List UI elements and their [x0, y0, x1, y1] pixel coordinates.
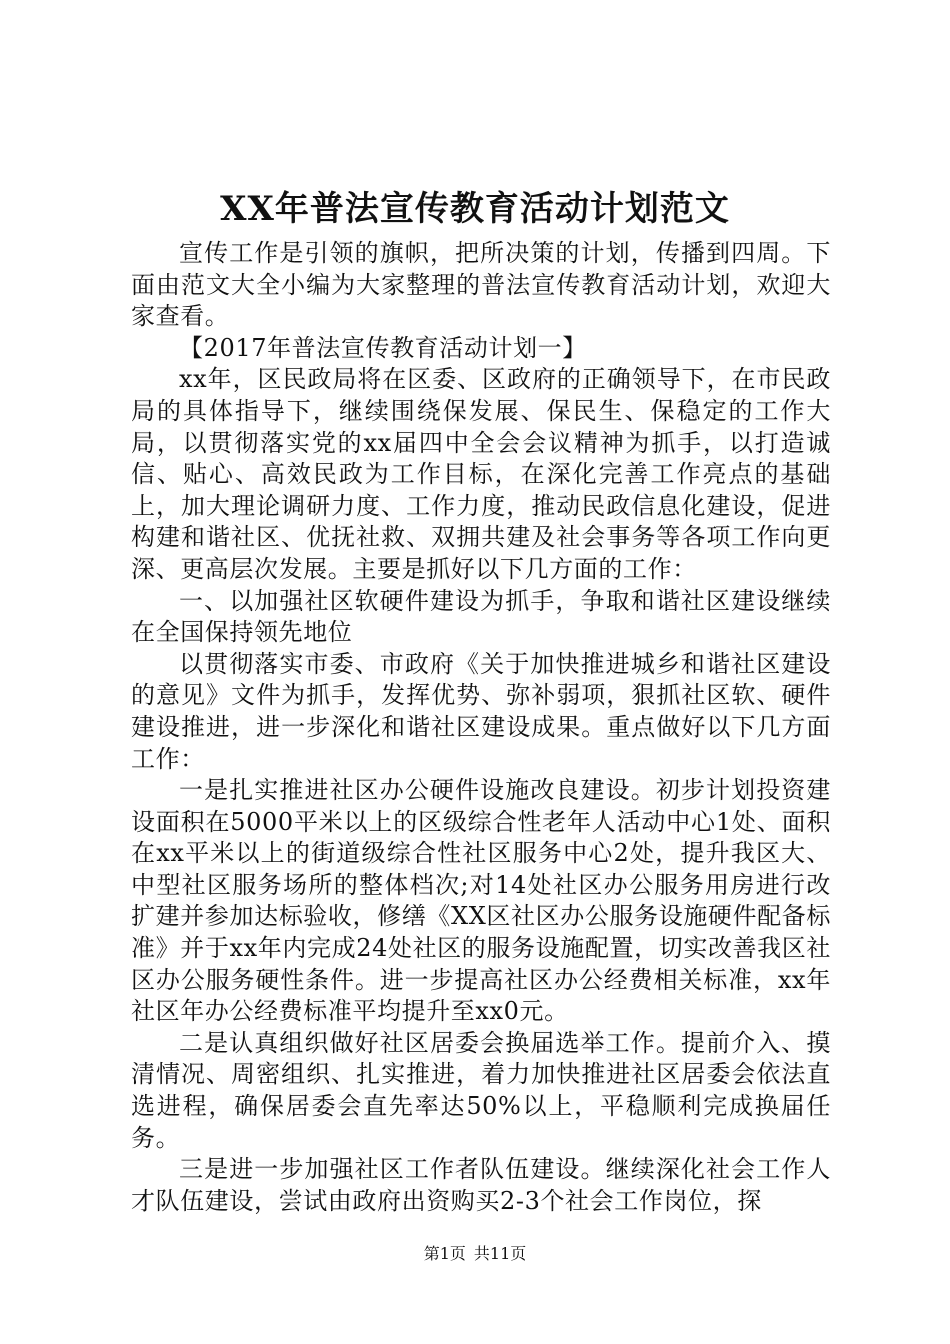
- page-total: 共11页: [473, 1244, 527, 1263]
- page-footer: [0, 1243, 950, 1265]
- paragraph-overview: xx年，区民政局将在区委、区政府的正确领导下，在市民政局的具体指导下，继续围绕保发展、保民生、保稳定的工作大局，以贯彻落实党的xx届四中全会会议精神为抓手，以打造诚信、贴心、高效民政为工作目标，在深化完善工作亮点的基础上，加大理论调研力度、工作力度，推动民政信息化建设，促进构建和谐社区、优抚社救、双拥共建及社会事务等各项工作向更深、更高层次发展。主要是抓好以下几方面的工作：: [131, 365, 831, 583]
- document-body: [131, 238, 831, 1217]
- paragraph-point-one: 一是扎实推进社区办公硬件设施改良建设。初步计划投资建设面积在5000平米以上的区级综合性老年人活动中心1处、面积在xx平米以上的街道级综合性社区服务中心2处，提升我区大、中型社区服务场所的整体档次;对14处社区办公服务用房进行改扩建并参加达标验收，修缮《XX区社区办公服务设施硬件配备标准》并于xx年内完成24处社区的服务设施配置，切实改善我区社区办公服务硬性条件。进一步提高社区办公经费相关标准，xx年社区年办公经费标准平均提升至xx0元。: [131, 776, 831, 1026]
- paragraph-intro: 宣传工作是引领的旗帜，把所决策的计划，传播到四周。下面由范文大全小编为大家整理的普法宣传教育活动计划，欢迎大家查看。: [131, 239, 831, 331]
- page-title: XX年普法宣传教育活动计划范文: [220, 189, 730, 229]
- paragraph-item-one-detail: 以贯彻落实市委、市政府《关于加快推进城乡和谐社区建设的意见》文件为抓手，发挥优势、弥补弱项，狠抓社区软、硬件建设推进，进一步深化和谐社区建设成果。重点做好以下几方面工作：: [131, 649, 831, 773]
- paragraph-point-three: 三是进一步加强社区工作者队伍建设。继续深化社会工作人才队伍建设，尝试由政府出资购买2-3个社会工作岗位，探: [131, 1155, 831, 1215]
- page-number: 第1页: [423, 1244, 466, 1263]
- section-heading: 【2017年普法宣传教育活动计划一】: [179, 333, 587, 362]
- paragraph-item-one-heading: 一、以加强社区软硬件建设为抓手，争取和谐社区建设继续在全国保持领先地位: [131, 586, 831, 647]
- paragraph-point-two: 二是认真组织做好社区居委会换届选举工作。提前介入、摸清情况、周密组织、扎实推进，着力加快推进社区居委会依法直选进程，确保居委会直先率达50%以上，平稳顺利完成换届任务。: [131, 1028, 831, 1152]
